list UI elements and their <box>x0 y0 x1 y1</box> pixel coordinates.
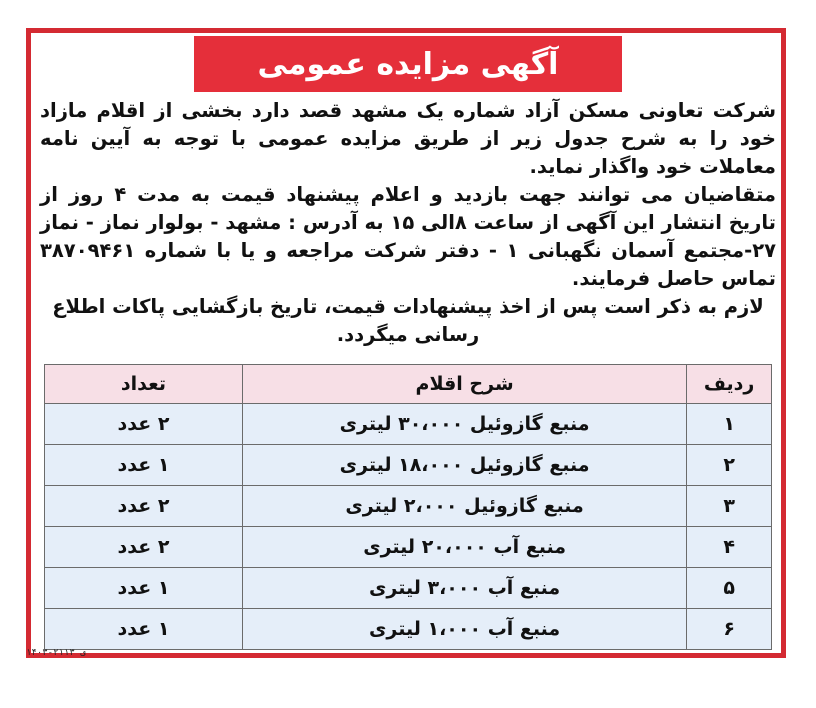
header-count: تعداد <box>45 365 243 404</box>
item-description: منبع گازوئیل ۲،۰۰۰ لیتری <box>242 486 686 527</box>
item-description: منبع گازوئیل ۳۰،۰۰۰ لیتری <box>242 404 686 445</box>
item-description: منبع آب ۲۰،۰۰۰ لیتری <box>242 527 686 568</box>
notice-body <box>40 97 776 349</box>
item-count: ۲ عدد <box>45 527 243 568</box>
paragraph-note: لازم به ذکر است پس از اخذ پیشنهادات قیمت، تاریخ بازگشایی پاکات اطلاع رسانی میگردد. <box>52 295 764 346</box>
row-number: ۲ <box>687 445 772 486</box>
table-header-row <box>45 365 772 404</box>
row-number: ۵ <box>687 568 772 609</box>
table-row <box>45 404 772 445</box>
paragraph-visit: متقاضیان می توانند جهت بازدید و اعلام پیشنهاد قیمت به مدت ۴ روز از تاریخ انتشار این آگهی از ساعت ۸الی ۱۵ به آدرس : مشهد - بولوار نماز - نماز ۲۷-مجتمع آسمان نگهبانی ۱ - دفتر شرکت مراجعه و یا با شماره ۳۸۷۰۹۴۶۱ تماس حاصل فرمایند. <box>40 183 777 290</box>
table-row <box>45 527 772 568</box>
item-description: منبع گازوئیل ۱۸،۰۰۰ لیتری <box>242 445 686 486</box>
header-description: شرح اقلام <box>242 365 686 404</box>
table-row <box>45 609 772 650</box>
footer-code: ۱۴۰۳-۲۱۱۳ ی <box>26 648 86 658</box>
table-row <box>45 568 772 609</box>
item-count: ۲ عدد <box>45 486 243 527</box>
item-description: منبع آب ۳،۰۰۰ لیتری <box>242 568 686 609</box>
item-count: ۲ عدد <box>45 404 243 445</box>
item-description: منبع آب ۱،۰۰۰ لیتری <box>242 609 686 650</box>
row-number: ۴ <box>687 527 772 568</box>
item-count: ۱ عدد <box>45 568 243 609</box>
paragraph-intro: شرکت تعاونی مسکن آزاد شماره یک مشهد قصد دارد بخشی از اقلام مازاد خود را به شرح جدول زیر از طریق مزایده عمومی با توجه به آیین نامه معاملات خود واگذار نماید. <box>40 99 776 178</box>
row-number: ۶ <box>687 609 772 650</box>
item-count: ۱ عدد <box>45 445 243 486</box>
items-table <box>44 364 772 650</box>
header-row-number: ردیف <box>687 365 772 404</box>
item-count: ۱ عدد <box>45 609 243 650</box>
notice-title: آگهی مزایده عمومی <box>194 36 622 92</box>
row-number: ۳ <box>687 486 772 527</box>
table-row <box>45 486 772 527</box>
row-number: ۱ <box>687 404 772 445</box>
table-row <box>45 445 772 486</box>
